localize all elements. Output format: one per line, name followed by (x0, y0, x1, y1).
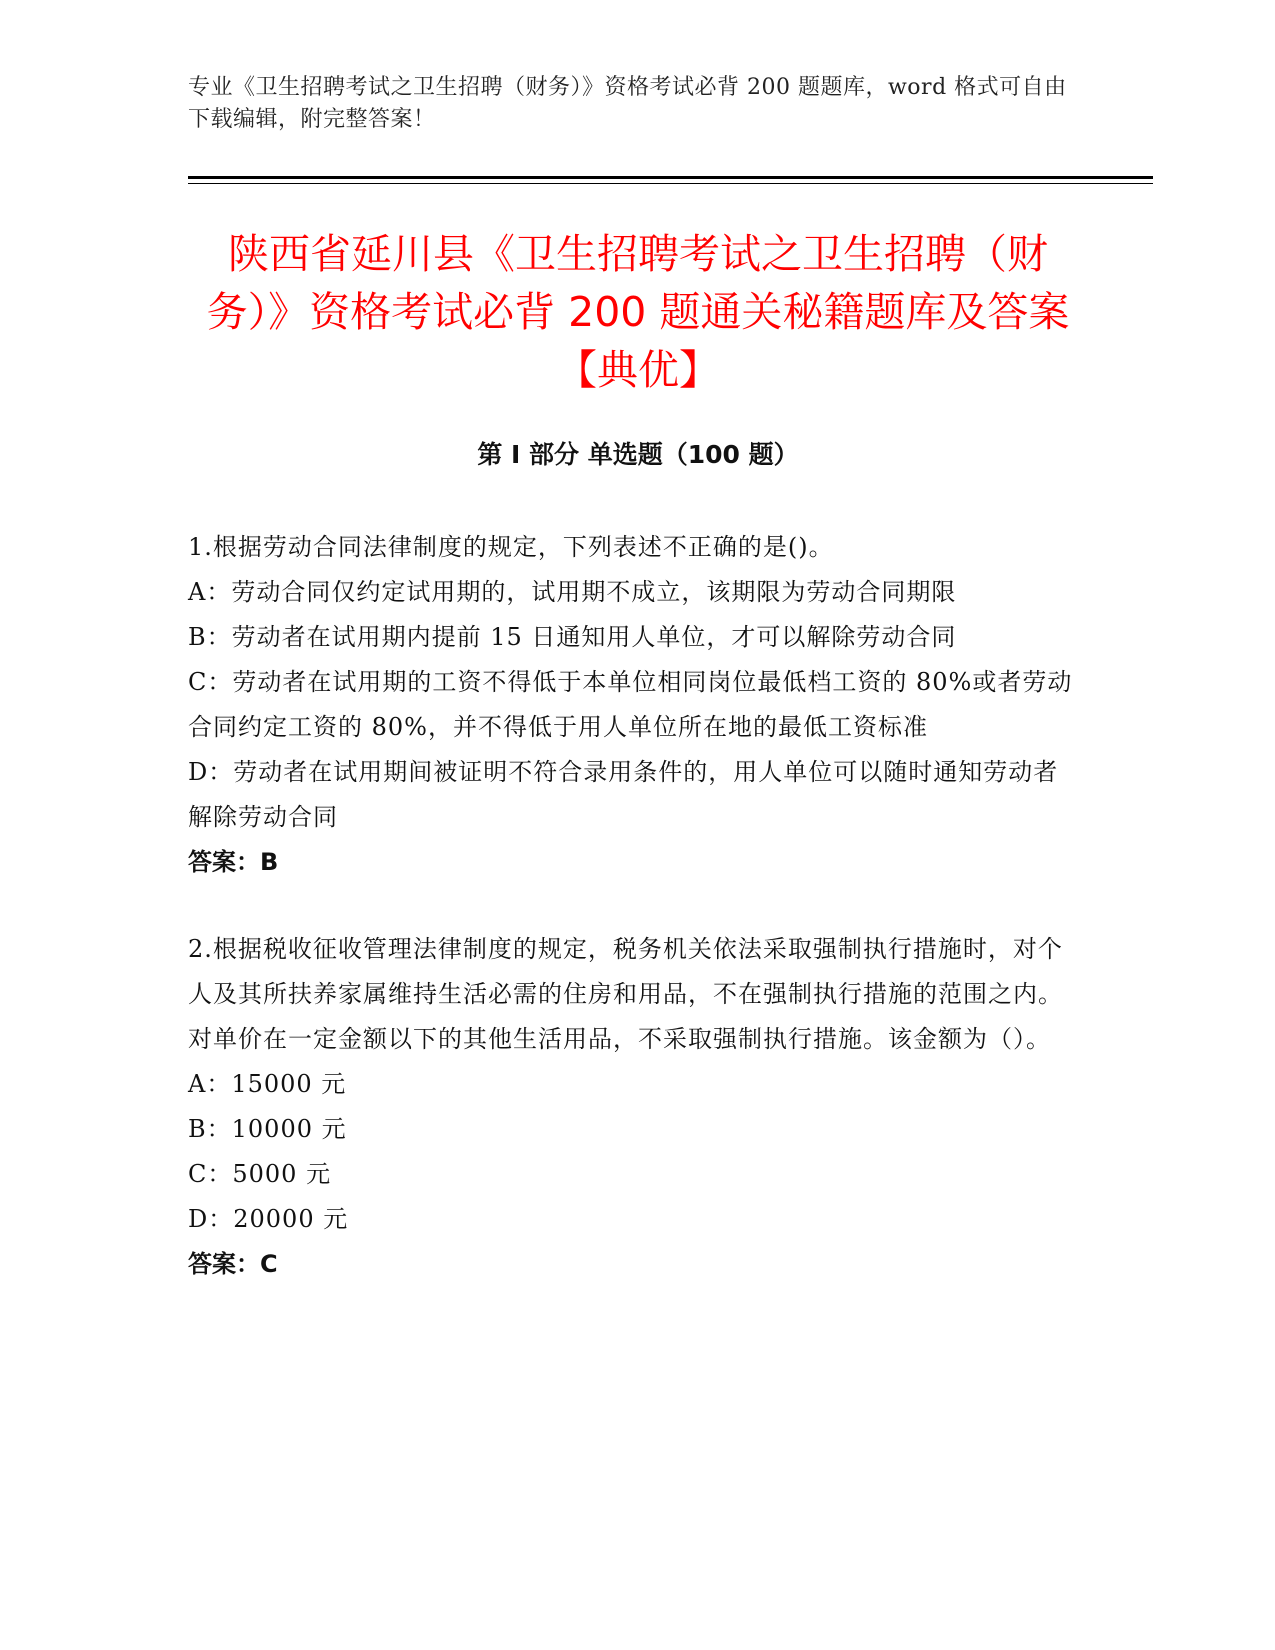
question-1 (188, 525, 1078, 885)
header-rule-thick (188, 176, 1153, 179)
option-d: D：20000 元 (188, 1205, 349, 1233)
header-rule-thin (188, 183, 1153, 184)
option-a: A：15000 元 (188, 1070, 347, 1098)
option-b: B：10000 元 (188, 1115, 347, 1143)
question-2 (188, 927, 1078, 1287)
option-a: A：劳动合同仅约定试用期的，试用期不成立，该期限为劳动合同期限 (188, 578, 957, 606)
question-stem: 2.根据税收征收管理法律制度的规定，税务机关依法采取强制执行措施时，对个人及其所扶养家属维持生活必需的住房和用品，不在强制执行措施的范围之内。对单价在一定金额以下的其他生活用品，不采取强制执行措施。该金额为（）。 (188, 935, 1063, 1053)
document-title: 陕西省延川县《卫生招聘考试之卫生招聘（财务）》资格考试必背 200 题通关秘籍题库及答案【典优】 (206, 230, 1070, 394)
answer: 答案：C (188, 1250, 278, 1278)
question-stem: 1.根据劳动合同法律制度的规定，下列表述不正确的是()。 (188, 533, 834, 561)
answer: 答案：B (188, 848, 279, 876)
option-b: B：劳动者在试用期内提前 15 日通知用人单位，才可以解除劳动合同 (188, 623, 957, 651)
option-d: D：劳动者在试用期间被证明不符合录用条件的，用人单位可以随时通知劳动者解除劳动合同 (188, 758, 1059, 831)
section-heading: 第 I 部分 单选题（100 题） (477, 440, 799, 469)
option-c: C：5000 元 (188, 1160, 332, 1188)
question-list (188, 525, 1078, 1329)
option-c: C：劳动者在试用期的工资不得低于本单位相同岗位最低档工资的 80%或者劳动合同约定工资的 80%，并不得低于用人单位所在地的最低工资标准 (188, 668, 1073, 741)
header-note: 专业《卫生招聘考试之卫生招聘（财务）》资格考试必背 200 题题库，word 格式可自由下载编辑，附完整答案！ (188, 75, 1067, 132)
